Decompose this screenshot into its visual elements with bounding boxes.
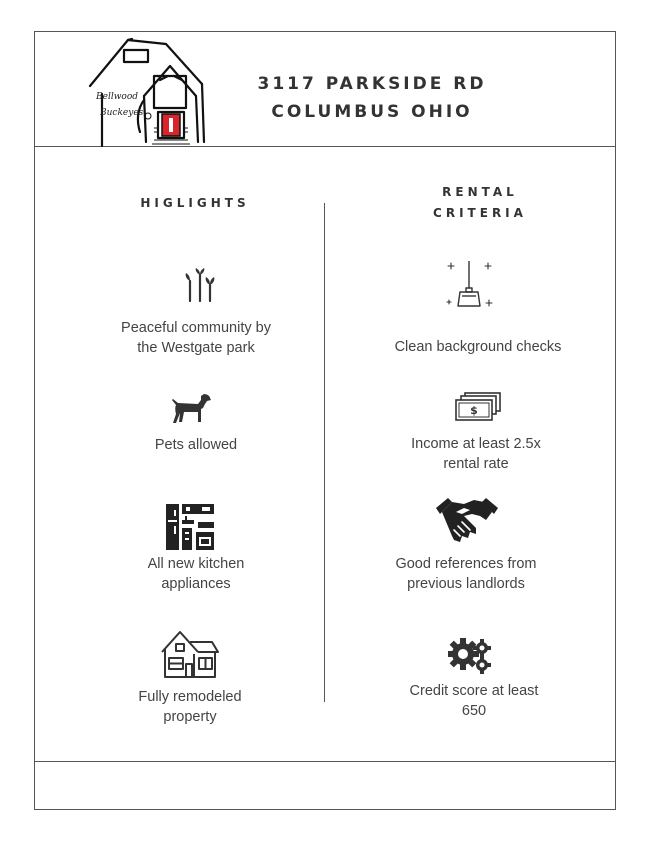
criteria-item-1 [368,337,588,357]
criteria-item-2 [366,434,586,474]
highlight-item-3 [96,554,296,594]
logo-text-line2: Buckeyes [100,108,144,118]
svg-text:$: $ [470,404,478,417]
criteria-item-3-line2: previous landlords [407,576,525,592]
highlight-item-3-line1: All new kitchen [147,556,245,572]
highlight-item-4-line1: Fully remodeled [138,689,242,705]
address-line2: COLUMBUS OHIO [271,102,473,122]
criteria-heading-line2: CRITERIA [433,206,527,220]
criteria-item-4-line1: Credit score at least [409,683,539,699]
column-divider [324,203,325,702]
highlight-item-2 [96,435,296,455]
highlight-item-4-line2: property [163,709,217,725]
money-stack-icon [455,392,501,422]
highlight-item-4 [90,687,290,727]
highlight-item-2-line1: Pets allowed [154,437,238,453]
handshake-icon [436,496,498,548]
highlight-item-1-line1: Peaceful community by [121,320,271,336]
highlight-item-3-line2: appliances [161,576,231,592]
highlight-item-1-line2: the Westgate park [137,340,255,356]
gears-icon [448,637,492,675]
address-line1: 3117 PARKSIDE RD [257,74,487,94]
criteria-heading-line1: RENTAL [442,185,518,199]
criteria-item-3 [356,554,576,594]
criteria-item-1-line1: Clean background checks [394,339,562,355]
logo-text-line1: Bellwood [96,92,138,102]
footer-divider [34,761,616,762]
criteria-item-4-line2: 650 [461,703,487,719]
plant-sprouts-icon [184,267,216,303]
bellwood-buckeyes-logo [88,36,210,148]
criteria-item-4 [364,681,584,721]
broom-sparkle-icon [444,258,494,310]
kitchen-appliances-icon [166,504,214,550]
criteria-item-2-line1: Income at least 2.5x [411,436,541,452]
highlight-item-1 [96,318,296,358]
criteria-item-2-line2: rental rate [443,456,509,472]
dog-icon [170,392,212,424]
house-icon [160,630,220,680]
highlights-heading: HIGLIGHTS [140,196,250,210]
criteria-item-3-line1: Good references from [395,556,537,572]
